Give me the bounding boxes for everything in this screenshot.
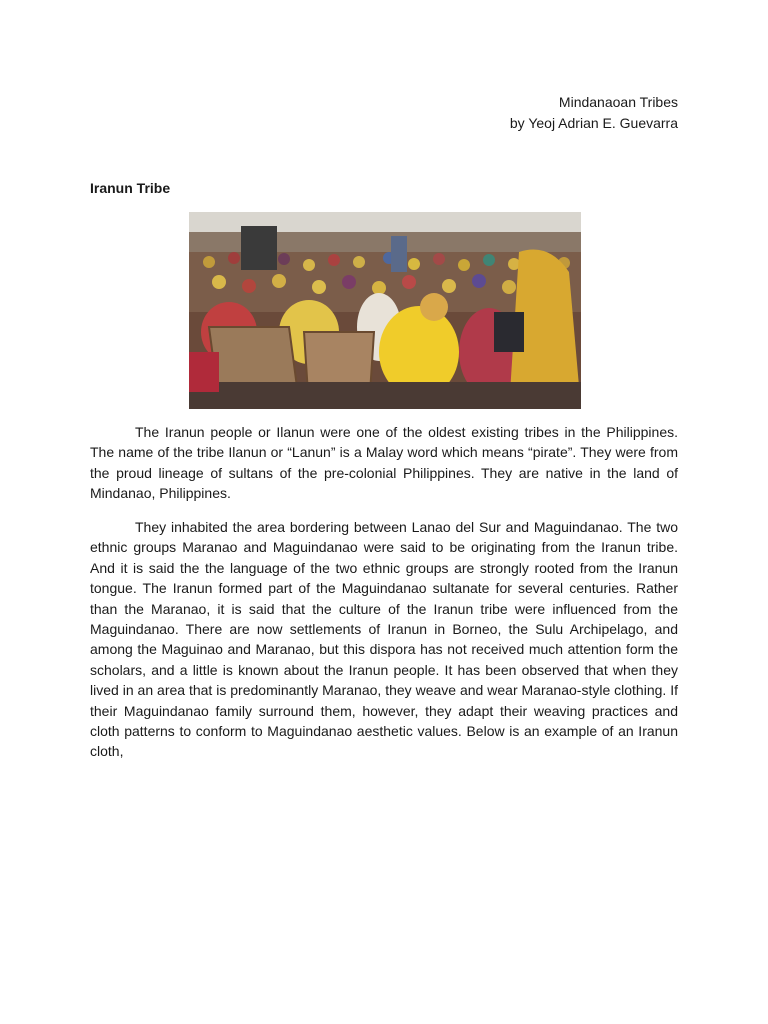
section-heading: Iranun Tribe [90,180,171,196]
document-author: by Yeoj Adrian E. Guevarra [509,115,678,131]
document-header [510,92,678,134]
paragraph-intro [90,422,678,504]
paragraph-history [90,517,678,762]
gathering-photo [189,212,581,409]
document-title: Mindanaoan Tribes [558,94,678,110]
paragraph-intro-text: The Iranun people or Ilanun were one of the oldest existing tribes in the Philippines. The name of the tribe Ilanun or “Lanun” is a Malay word which means “pirate”. They were from the proud lineage of sultans of the pre-colonial Philippines. They are native in the land of Mindanao, Philippines. [90,424,678,502]
paragraph-history-text: They inhabited the area bordering between Lanao del Sur and Maguindanao. The two ethnic groups Maranao and Maguindanao were said to be originating from the Iranun tribe. And it is said the the language of the two ethnic groups are strongly rooted from the Iranun tongue. The Iranun formed part of the Maguindanao sultanate for several centuries. Rather than the Maranao, it is said that the culture of the Iranun tribe were influenced from the Maguindanao. There are now settlements of Iranun in Borneo, the Sulu Archipelago, and among the Maguinao and Maranao, but this dispora has not received much attention form the scholars, and a little is known about the Iranun people. It has been observed that when they lived in an area that is predominantly Maranao, they weave and wear Maranao-style clothing. If their Maguindanao family surround them, however, they adapt their weaving practices and cloth patterns to conform to Maguindanao aesthetic values. Below is an example of an Iranun cloth, [90,519,678,760]
